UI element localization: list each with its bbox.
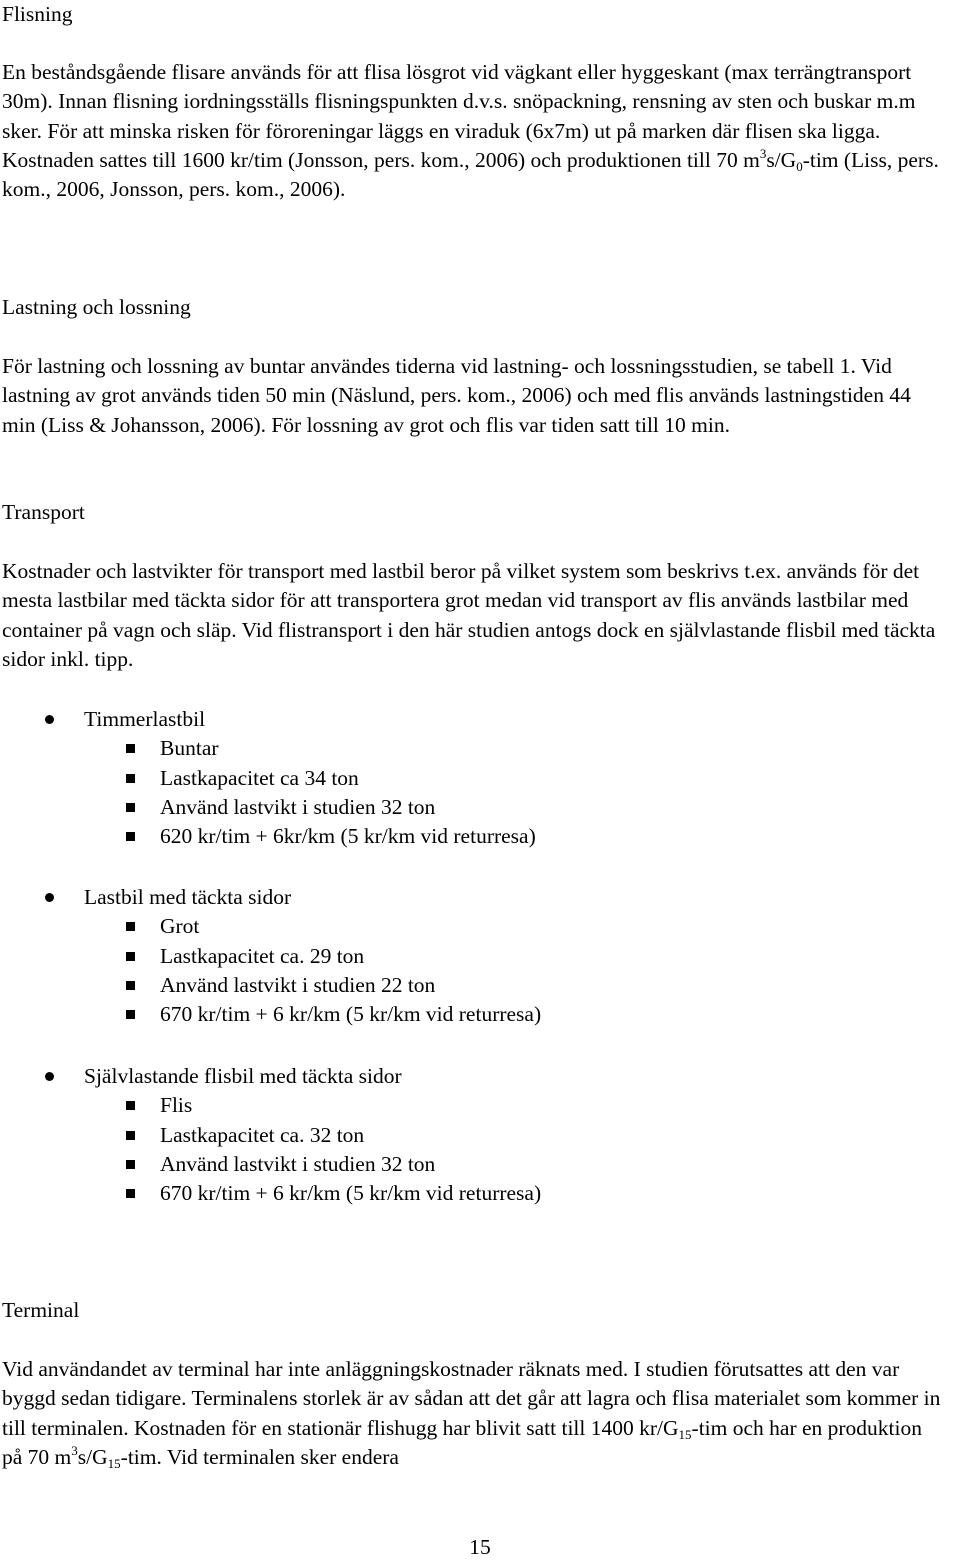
vehicle-list-item <box>2 1062 946 1208</box>
vehicle-list-item <box>2 705 946 851</box>
paragraph-terminal-text-2: -tim och har en produktion på 70 m <box>2 1415 923 1469</box>
paragraph-lastning: För lastning och lossning av buntar användes tiderna vid lastning- och lossningsstudien, se tabell 1. Vid lastning av grot används tiden 50 min (Näslund, pers. kom., 2006) och med flis används lastningstiden 44 min (Liss & Johansson, 2006). För lossning av grot och flis var tiden satt till 10 min. <box>2 354 911 437</box>
square-bullet-icon <box>126 803 135 812</box>
bullet-icon <box>45 893 54 902</box>
square-bullet-icon <box>126 1189 135 1198</box>
vehicle-detail: Grot <box>160 914 200 939</box>
vehicle-detail: Buntar <box>160 736 219 761</box>
subscript-15: 15 <box>678 1426 692 1442</box>
paragraph-terminal-text-1: Vid användandet av terminal har inte anläggningskostnader räknats med. I studien förutsattes att den var byggd sedan tidigare. Terminalens storlek är av sådan att det går att lagra och flisa materialet som kommer in till terminalen. Kostnaden för en stationär flishugg har blivit satt till 1400 kr/G <box>2 1357 941 1440</box>
square-bullet-icon <box>126 1101 135 1110</box>
vehicle-name: Självlastande flisbil med täckta sidor <box>84 1064 402 1088</box>
paragraph-flisning <box>2 58 946 204</box>
paragraph-flisning-text-1: En beståndsgående flisare används för att flisa lösgrot vid vägkant eller hyggeskant (max terrängtransport 30m). Innan flisning iordningsställs flisningspunkten d.v.s. snöpackning, rensning av sten och buskar m.m sker. För att minska risken för föroreningar läggs en viraduk (6x7m) ut på marken där flisen ska ligga. Kostnaden sattes till 1600 kr/tim (Jonsson, pers. kom., 2006) och produktionen till 70 m <box>2 60 916 172</box>
paragraph-flisning-text-3: -tim (Liss, pers. kom., 2006, Jonsson, pers. kom., 2006). <box>2 147 939 202</box>
square-bullet-icon <box>126 1131 135 1140</box>
subscript-0: 0 <box>796 158 803 174</box>
square-bullet-icon <box>126 744 135 753</box>
heading-flisning: Flisning <box>2 2 73 26</box>
paragraph-flisning-text-2: s/G <box>766 147 797 172</box>
square-bullet-icon <box>126 1160 135 1169</box>
heading-transport: Transport <box>2 500 85 524</box>
page-number: 15 <box>469 1535 491 1559</box>
vehicle-detail: Flis <box>160 1093 193 1118</box>
square-bullet-icon <box>126 832 135 841</box>
heading-terminal: Terminal <box>2 1298 80 1322</box>
vehicle-detail: Lastkapacitet ca. 29 ton <box>160 943 365 968</box>
vehicle-name: Lastbil med täckta sidor <box>84 885 292 909</box>
bullet-icon <box>45 1072 54 1081</box>
paragraph-transport: Kostnader och lastvikter för transport med lastbil beror på vilket system som beskrivs t.ex. används för det mesta lastbilar med täckta sidor för att transportera grot medan vid transport av flis används lastbilar med container på vagn och släp. Vid flistransport i den här studien antogs dock en självlastande flisbil med täckta sidor inkl. tipp. <box>2 559 936 671</box>
vehicle-detail: Använd lastvikt i studien 32 ton <box>160 794 436 819</box>
superscript-3: 3 <box>71 1442 78 1458</box>
paragraph-terminal-text-3: s/G <box>77 1444 108 1469</box>
subscript-15: 15 <box>107 1455 121 1471</box>
superscript-3: 3 <box>759 145 767 161</box>
vehicle-detail: Använd lastvikt i studien 22 ton <box>160 972 436 997</box>
vehicle-name: Timmerlastbil <box>84 707 206 731</box>
bullet-icon <box>45 715 54 724</box>
vehicle-detail: Lastkapacitet ca. 32 ton <box>160 1122 365 1147</box>
square-bullet-icon <box>126 922 135 931</box>
square-bullet-icon <box>126 952 135 961</box>
vehicle-detail: Använd lastvikt i studien 32 ton <box>160 1151 436 1176</box>
vehicle-detail: 670 kr/tim + 6 kr/km (5 kr/km vid returresa) <box>160 1002 542 1027</box>
paragraph-terminal <box>2 1355 946 1472</box>
vehicle-detail: 670 kr/tim + 6 kr/km (5 kr/km vid returresa) <box>160 1181 542 1206</box>
vehicle-detail: Lastkapacitet ca 34 ton <box>160 765 359 790</box>
square-bullet-icon <box>126 1010 135 1019</box>
heading-lastning-och-lossning: Lastning och lossning <box>2 295 191 319</box>
square-bullet-icon <box>126 774 135 783</box>
paragraph-terminal-text-4: -tim. Vid terminalen sker endera <box>120 1444 399 1469</box>
vehicle-list-item <box>2 883 946 1029</box>
square-bullet-icon <box>126 981 135 990</box>
vehicle-detail: 620 kr/tim + 6kr/km (5 kr/km vid returresa) <box>160 824 536 849</box>
